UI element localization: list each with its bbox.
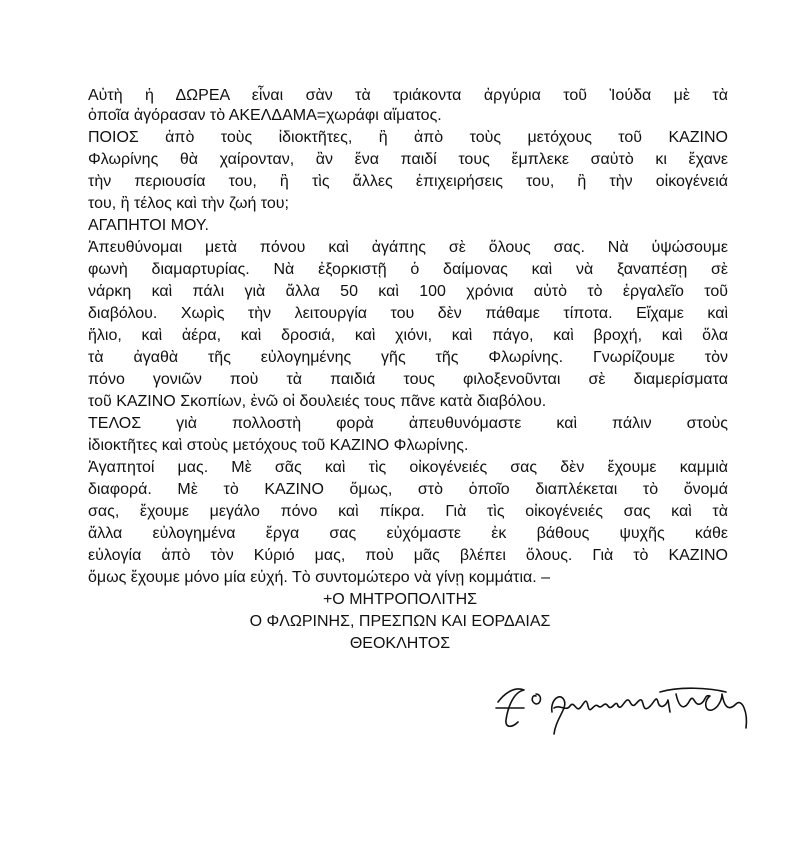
letter-line: φωνὴ διαμαρτυρίας. Νὰ ἐξορκιστῇ ὁ δαίμονας καὶ νὰ ξαναπέσῃ σὲ: [88, 261, 728, 278]
letter-line: Ἀγαπητοί μας. Μὲ σᾶς καὶ τὶς οἰκογένειές σας δὲν ἔχουμε καμμιὰ: [88, 459, 728, 476]
letter-line: τοῦ ΚΑΖΙΝΟ Σκοπίων, ἐνῶ οἱ δουλειές τους πᾶνε κατὰ διαβόλου.: [88, 393, 547, 410]
letter-line: τὰ ἀγαθὰ τῆς εὐλογημένης γῆς τῆς Φλωρίνης. Γνωρίζουμε τὸν: [88, 349, 728, 366]
letter-line: ἰδιοκτῆτες καὶ στοὺς μετόχους τοῦ ΚΑΖΙΝΟ Φλωρίνης.: [88, 437, 469, 454]
letter-line: ἄλλα εὐλογημένα ἔργα σας εὐχόμαστε ἐκ βάθους ψυχῆς κάθε: [88, 525, 728, 542]
letter-line: τὴν περιουσία του, ἢ τὶς ἄλλες ἐπιχειρήσεις του, ἢ τὴν οἰκογένειά: [88, 173, 728, 190]
letter-line: Αὐτὴ ἡ ΔΩΡΕΑ εἶναι σὰν τὰ τριάκοντα ἀργύρια τοῦ Ἰούδα μὲ τὰ: [88, 87, 728, 104]
signature-name: ΘΕΟΚΛΗΤΟΣ: [349, 635, 451, 652]
letter-line: ὅμως ἔχουμε μόνο μία εὐχή. Τὸ συντομώτερο νὰ γίνῃ κομμάτια. –: [88, 569, 551, 586]
letter-line: πόνο γονιῶν ποὺ τὰ παιδιά τους φιλοξενοῦνται σὲ διαμερίσματα: [88, 371, 728, 388]
letter-line: διαφορά. Μὲ τὸ ΚΑΖΙΝΟ ὅμως, στὸ ὁποῖο διαπλέκεται τὸ ὄνομά: [88, 481, 728, 498]
letter-line: σας, ἔχουμε μεγάλο πόνο καὶ πίκρα. Γιὰ τὶς οἰκογένειές σας καὶ τὰ: [88, 503, 728, 520]
letter-line: διαβόλου. Χωρὶς τὴν λειτουργία του δὲν πάθαμε τίποτα. Εἴχαμε καὶ: [88, 305, 728, 322]
letter-line: εὐλογία ἀπὸ τὸν Κύριό μας, ποὺ μᾶς βλέπει ὅλους. Γιὰ τὸ ΚΑΖΙΝΟ: [88, 547, 728, 564]
letter-line: Ἀπευθύνομαι μετὰ πόνου καὶ ἀγάπης σὲ ὅλους σας. Νὰ ὑψώσουμε: [88, 239, 728, 256]
letter-line: νάρκη καὶ πάλι γιὰ ἄλλα 50 καὶ 100 χρόνια αὐτὸ τὸ ἐργαλεῖο τοῦ: [88, 283, 728, 300]
letter-line: ΠΟΙΟΣ ἀπὸ τοὺς ἰδιοκτῆτες, ἢ ἀπὸ τοὺς μετόχους τοῦ ΚΑΖΙΝΟ: [88, 129, 728, 146]
letter-line: Φλωρίνης θὰ χαίρονταν, ἂν ἕνα παιδί τους ἔμπλεκε σαὐτὸ κι ἔχανε: [88, 151, 728, 168]
letter-heading: ΑΓΑΠΗΤΟΙ ΜΟΥ.: [88, 217, 209, 234]
handwritten-signature: [490, 672, 760, 742]
letter-line: ΤΕΛΟΣ γιὰ πολλοστὴ φορὰ ἀπευθυνόμαστε καὶ πάλιν στοὺς: [88, 415, 728, 432]
signature-see: Ο ΦΛΩΡΙΝΗΣ, ΠΡΕΣΠΩΝ ΚΑΙ ΕΟΡΔΑΙΑΣ: [249, 613, 551, 630]
letter-line: ἥλιο, καὶ ἀέρα, καὶ δροσιά, καὶ χιόνι, καὶ πάγο, καὶ βροχή, καὶ ὅλα: [88, 327, 728, 344]
signature-title: +Ο ΜΗΤΡΟΠΟΛΙΤΗΣ: [322, 591, 478, 608]
letter-line: ὁποῖα ἀγόρασαν τὸ ΑΚΕΛΔΑΜΑ=χωράφι αἵματος.: [88, 107, 442, 124]
letter-line: του, ἢ τέλος καὶ τὴν ζωή του;: [88, 195, 289, 212]
